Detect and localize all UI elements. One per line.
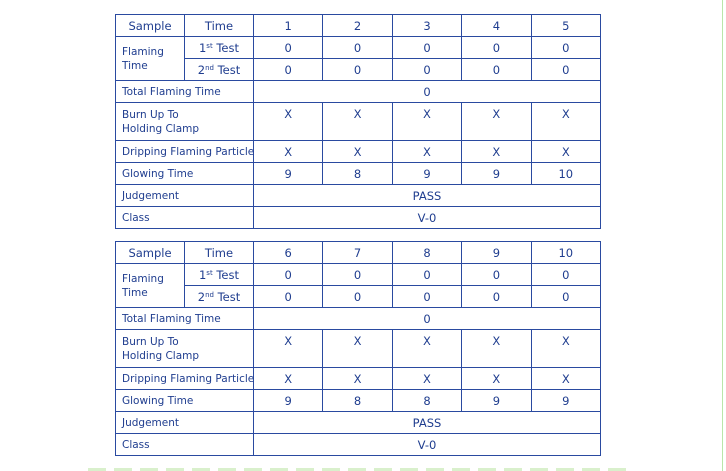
test-value: 0 <box>392 37 461 59</box>
judgement-label: Judgement <box>116 412 254 434</box>
glowing-time-value: 8 <box>323 163 392 185</box>
test-value: 0 <box>323 59 392 81</box>
test-word: Test <box>217 62 241 77</box>
test-label <box>185 37 254 59</box>
total-flaming-time-value: 0 <box>254 308 601 330</box>
sample-number: 3 <box>392 15 461 37</box>
dripping-label: Dripping Flaming Particle <box>116 368 254 390</box>
flaming-time-label: Flaming Time <box>116 37 185 81</box>
burn-up-label: Burn Up To Holding Clamp <box>116 330 254 368</box>
total-flaming-time-label: Total Flaming Time <box>116 308 254 330</box>
test-value: 0 <box>462 286 531 308</box>
glowing-time-value: 10 <box>531 163 600 185</box>
dripping-label: Dripping Flaming Particle <box>116 141 254 163</box>
dripping-value: X <box>323 368 392 390</box>
sample-header: Sample <box>116 15 185 37</box>
burn-up-value: X <box>531 330 600 368</box>
glowing-time-row <box>116 390 601 412</box>
sample-number: 10 <box>531 242 600 264</box>
sample-number: 7 <box>323 242 392 264</box>
test-value: 0 <box>462 37 531 59</box>
sample-number: 9 <box>462 242 531 264</box>
test-value: 0 <box>254 59 323 81</box>
burn-up-value: X <box>392 103 461 141</box>
class-label: Class <box>116 434 254 456</box>
burn-up-value: X <box>462 330 531 368</box>
flammability-table-2 <box>115 241 601 456</box>
test-label <box>185 286 254 308</box>
test-value: 0 <box>531 286 600 308</box>
total-flaming-time-row <box>116 81 601 103</box>
test-number: 2 <box>197 62 206 77</box>
class-value: V-0 <box>254 207 601 229</box>
burn-up-value: X <box>254 330 323 368</box>
test-value: 0 <box>462 264 531 286</box>
glowing-time-value: 9 <box>254 163 323 185</box>
sample-number: 1 <box>254 15 323 37</box>
glowing-time-value: 9 <box>392 163 461 185</box>
second-test-row <box>116 59 601 81</box>
test-value: 0 <box>254 37 323 59</box>
judgement-row <box>116 185 601 207</box>
glowing-time-value: 9 <box>462 390 531 412</box>
sample-number: 6 <box>254 242 323 264</box>
test-value: 0 <box>254 286 323 308</box>
judgement-label: Judgement <box>116 185 254 207</box>
sample-number: 5 <box>531 15 600 37</box>
burn-up-label: Burn Up To Holding Clamp <box>116 103 254 141</box>
test-value: 0 <box>323 286 392 308</box>
flaming-time-label: Flaming Time <box>116 264 185 308</box>
glowing-time-value: 9 <box>462 163 531 185</box>
judgement-value: PASS <box>254 185 601 207</box>
test-value: 0 <box>323 264 392 286</box>
glowing-time-row <box>116 163 601 185</box>
dripping-value: X <box>323 141 392 163</box>
glowing-time-value: 8 <box>323 390 392 412</box>
test-value: 0 <box>392 286 461 308</box>
test-word: Test <box>216 40 240 55</box>
dripping-value: X <box>392 368 461 390</box>
test-number: 1 <box>198 267 207 282</box>
total-flaming-time-label: Total Flaming Time <box>116 81 254 103</box>
test-value: 0 <box>392 264 461 286</box>
dripping-value: X <box>531 368 600 390</box>
dripping-value: X <box>531 141 600 163</box>
flammability-table-1 <box>115 14 601 229</box>
total-flaming-time-row <box>116 308 601 330</box>
first-test-row <box>116 264 601 286</box>
test-label <box>185 264 254 286</box>
test-value: 0 <box>531 264 600 286</box>
header-row <box>116 15 601 37</box>
sample-header: Sample <box>116 242 185 264</box>
test-word: Test <box>217 289 241 304</box>
burn-up-value: X <box>254 103 323 141</box>
test-word: Test <box>216 267 240 282</box>
glowing-time-label: Glowing Time <box>116 390 254 412</box>
time-header: Time <box>185 15 254 37</box>
glowing-time-value: 9 <box>254 390 323 412</box>
test-value: 0 <box>254 264 323 286</box>
burn-up-row <box>116 330 601 368</box>
ordinal-suffix: nd <box>205 63 214 72</box>
ordinal-suffix: st <box>206 41 213 50</box>
glowing-time-value: 9 <box>531 390 600 412</box>
judgement-value: PASS <box>254 412 601 434</box>
judgement-row <box>116 412 601 434</box>
burn-up-row <box>116 103 601 141</box>
time-header: Time <box>185 242 254 264</box>
total-flaming-time-value: 0 <box>254 81 601 103</box>
burn-up-value: X <box>392 330 461 368</box>
class-row <box>116 434 601 456</box>
sample-number: 2 <box>323 15 392 37</box>
class-label: Class <box>116 207 254 229</box>
test-value: 0 <box>462 59 531 81</box>
header-row <box>116 242 601 264</box>
dripping-value: X <box>392 141 461 163</box>
second-test-row <box>116 286 601 308</box>
glowing-time-label: Glowing Time <box>116 163 254 185</box>
burn-up-value: X <box>531 103 600 141</box>
sample-number: 8 <box>392 242 461 264</box>
dripping-value: X <box>254 368 323 390</box>
burn-up-value: X <box>323 330 392 368</box>
test-value: 0 <box>323 37 392 59</box>
test-label <box>185 59 254 81</box>
test-value: 0 <box>531 59 600 81</box>
ordinal-suffix: nd <box>205 290 214 299</box>
class-row <box>116 207 601 229</box>
test-number: 2 <box>197 289 206 304</box>
dripping-value: X <box>462 141 531 163</box>
class-value: V-0 <box>254 434 601 456</box>
test-value: 0 <box>531 37 600 59</box>
test-value: 0 <box>392 59 461 81</box>
dripping-value: X <box>462 368 531 390</box>
ordinal-suffix: st <box>206 268 213 277</box>
dripping-row <box>116 368 601 390</box>
dripping-row <box>116 141 601 163</box>
burn-up-value: X <box>462 103 531 141</box>
dripping-value: X <box>254 141 323 163</box>
burn-up-value: X <box>323 103 392 141</box>
glowing-time-value: 8 <box>392 390 461 412</box>
sample-number: 4 <box>462 15 531 37</box>
test-number: 1 <box>198 40 207 55</box>
first-test-row <box>116 37 601 59</box>
page-edge-line <box>722 0 723 471</box>
